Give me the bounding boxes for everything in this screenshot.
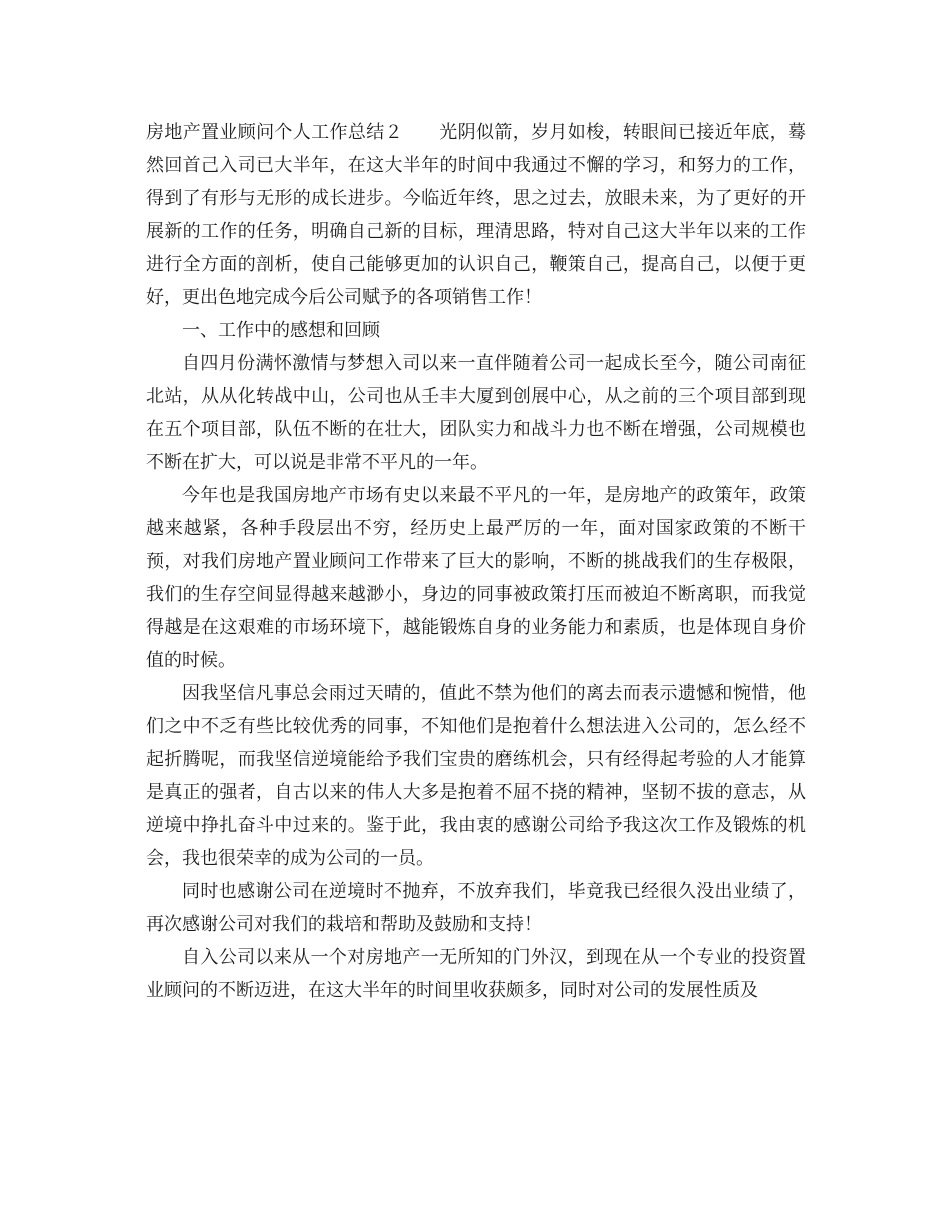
document-title: 房地产置业顾问个人工作总结２ bbox=[146, 122, 403, 143]
section-heading: 一、工作中的感想和回顾 bbox=[182, 320, 380, 341]
paragraph-2: 今年也是我国房地产市场有史以来最不平凡的一年，是房地产的政策年，政策越来越紧，各种手段层出不穷，经历史上最严厉的一年，面对国家政策的不断干预，对我们房地产置业顾问工作带来了巨大的影响，不断的挑战我们的生存极限，我们的生存空间显得越来越渺小，身边的同事被政策打压而被迫不断离职，而我觉得越是在这艰难的市场环境下，越能锻炼自身的业务能力和素质，也是体现自身价值的时候。 bbox=[146, 485, 806, 671]
paragraph-5: 自入公司以来从一个对房地产一无所知的门外汉，到现在从一个专业的投资置业顾问的不断迈进，在这大半年的时间里收获颇多，同时对公司的发展性质及 bbox=[146, 947, 806, 1001]
intro-paragraph bbox=[146, 116, 806, 314]
document-body bbox=[146, 116, 806, 1007]
intro-text: 光阴似箭，岁月如梭，转眼间已接近年底，蓦然回首己入司已大半年，在这大半年的时间中我通过不懈的学习，和努力的工作，得到了有形与无形的成长进步。今临近年终，思之过去，放眼未来，为了更好的开展新的工作的任务，明确自己新的目标，理清思路，特对自己这大半年以来的工作进行全方面的剖析，使自己能够更加的认识自己，鞭策自己，提高自己，以便于更好，更出色地完成今后公司赋予的各项销售工作！ bbox=[146, 122, 807, 308]
paragraph-4: 同时也感谢公司在逆境时不抛弃，不放弃我们，毕竟我已经很久没出业绩了，再次感谢公司对我们的栽培和帮助及鼓励和支持！ bbox=[146, 881, 806, 935]
paragraph-3: 因我坚信凡事总会雨过天晴的，值此不禁为他们的离去而表示遗憾和惋惜，他们之中不乏有些比较优秀的同事，不知他们是抱着什么想法进入公司的，怎么经不起折腾呢，而我坚信逆境能给予我们宝贵的磨练机会，只有经得起考验的人才能算是真正的强者，自古以来的伟人大多是抱着不屈不挠的精神，坚韧不拔的意志，从逆境中挣扎奋斗中过来的。鉴于此，我由衷的感谢公司给予我这次工作及锻炼的机会，我也很荣幸的成为公司的一员。 bbox=[146, 683, 806, 869]
paragraph-1: 自四月份满怀激情与梦想入司以来一直伴随着公司一起成长至今，随公司南征北站，从从化转战中山，公司也从壬丰大厦到创展中心，从之前的三个项目部到现在五个项目部，队伍不断的在壮大，团队实力和战斗力也不断在增强，公司规模也不断在扩大，可以说是非常不平凡的一年。 bbox=[146, 353, 806, 473]
